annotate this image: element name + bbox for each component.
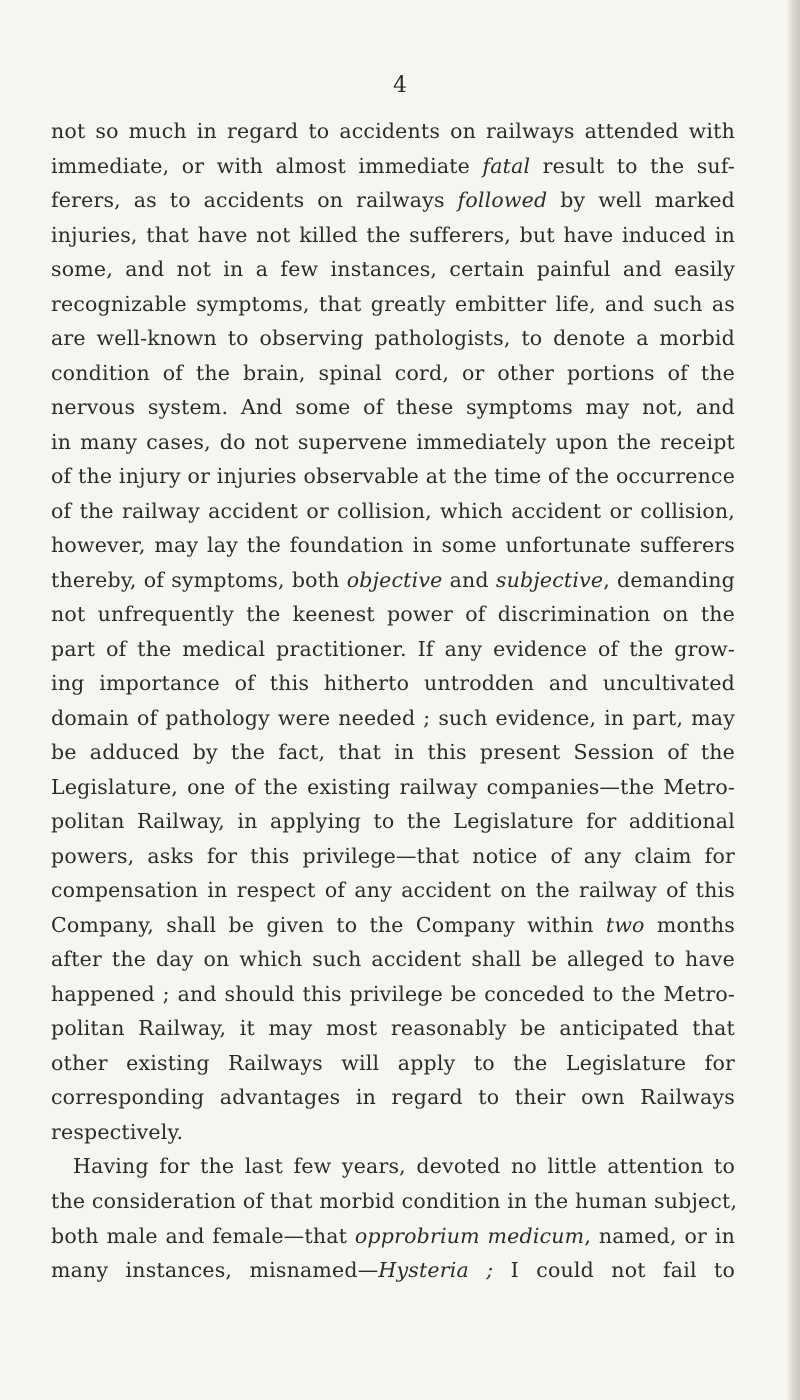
italic-text: Hysteria ;: [378, 1258, 494, 1283]
text-run: injuries, that have not killed the sufferers, but have induced in: [51, 222, 735, 247]
text-run: of the injury or injuries observable at the time of the occurrence: [51, 464, 736, 489]
text-run: Company, shall be given to the Company within: [51, 912, 606, 937]
text-line: [51, 597, 735, 632]
text-run: ing importance of this hitherto untrodden and uncultivated: [51, 671, 735, 696]
text-run: thereby, of symptoms, both: [51, 567, 347, 592]
italic-text: two: [605, 912, 645, 937]
text-line: [51, 459, 735, 494]
italic-text: subjective: [495, 567, 604, 592]
text-line: [51, 908, 735, 943]
text-run: politan Railway, it may most reasonably be anticipated that: [51, 1016, 735, 1041]
text-run: other existing Railways will apply to the Legislature for: [51, 1050, 735, 1075]
text-run: be adduced by the fact, that in this present Session of the: [51, 740, 735, 765]
text-line: [51, 287, 735, 322]
text-line: [51, 149, 735, 184]
text-line: [51, 666, 735, 701]
text-line: [51, 770, 735, 805]
text-run: , named, or in: [584, 1223, 735, 1248]
text-run: recognizable symptoms, that greatly embitter life, and such as: [51, 291, 735, 316]
text-run: part of the medical practitioner. If any evidence of the grow-: [51, 636, 735, 661]
text-line: [51, 218, 735, 253]
text-run: corresponding advantages in regard to their own Railways: [51, 1085, 735, 1110]
text-run: domain of pathology were needed ; such evidence, in part, may: [51, 705, 735, 730]
text-run: and: [442, 567, 496, 592]
text-line: [51, 1115, 735, 1150]
text-run: compensation in respect of any accident on the railway of this: [51, 878, 735, 903]
text-line: [51, 425, 735, 460]
text-run: the consideration of that morbid condition in the human subject,: [51, 1188, 738, 1213]
page-edge-shadow: [786, 0, 800, 1400]
page-number: 4: [393, 73, 407, 98]
text-line: [51, 804, 735, 839]
italic-text: opprobrium medicum: [354, 1223, 585, 1248]
text-run: both male and female—that: [51, 1223, 355, 1248]
text-line: [51, 563, 735, 598]
text-run: I could not fail to: [493, 1258, 735, 1283]
text-line: [51, 114, 735, 149]
text-run: not so much in regard to accidents on railways attended with: [51, 119, 735, 143]
text-line: [51, 701, 735, 736]
text-run: condition of the brain, spinal cord, or other portions of the: [51, 360, 735, 385]
text-line: [51, 1184, 738, 1219]
text-run: many instances, misnamed—: [51, 1258, 379, 1283]
text-run: respectively.: [51, 1119, 184, 1144]
text-line: [51, 1149, 735, 1184]
text-line: [51, 183, 735, 218]
text-line: [51, 1011, 735, 1046]
body-text: [51, 114, 738, 1288]
text-run: happened ; and should this privilege be conceded to the Metro-: [51, 981, 735, 1006]
text-line: [51, 942, 735, 977]
text-line: [51, 1219, 735, 1254]
text-run: nervous system. And some of these symptoms may not, and: [51, 395, 735, 420]
text-run: Having for the last few years, devoted no little attention to: [73, 1154, 735, 1179]
text-run: in many cases, do not supervene immediately upon the receipt: [51, 429, 735, 454]
text-run: of the railway accident or collision, which accident or collision,: [51, 498, 735, 523]
text-run: politan Railway, in applying to the Legislature for additional: [51, 809, 735, 834]
text-line: [51, 977, 735, 1012]
italic-text: fatal: [482, 153, 531, 178]
text-run: by well marked: [547, 188, 735, 213]
text-line: [51, 494, 735, 529]
text-line: [51, 356, 735, 391]
text-run: powers, asks for this privilege—that notice of any claim for: [51, 843, 735, 868]
italic-text: objective: [346, 567, 443, 592]
text-run: after the day on which such accident shall be alleged to have: [51, 947, 735, 972]
text-run: months: [644, 912, 735, 937]
text-line: [51, 252, 735, 287]
text-run: ferers, as to accidents on railways: [51, 188, 458, 213]
text-run: are well-known to observing pathologists, to denote a morbid: [51, 326, 735, 351]
text-run: some, and not in a few instances, certain painful and easily: [51, 257, 735, 282]
text-run: , demanding: [603, 567, 735, 592]
text-line: [51, 1080, 735, 1115]
text-line: [51, 839, 735, 874]
text-run: however, may lay the foundation in some unfortunate sufferers: [51, 533, 735, 558]
text-run: result to the suf-: [530, 153, 735, 178]
italic-text: followed: [457, 188, 548, 213]
text-line: [51, 632, 735, 667]
text-line: [51, 873, 735, 908]
text-run: immediate, or with almost immediate: [51, 153, 483, 178]
text-line: [51, 528, 735, 563]
text-line: [51, 390, 735, 425]
text-line: [51, 1253, 735, 1288]
text-line: [51, 1046, 735, 1081]
text-run: not unfrequently the keenest power of discrimination on the: [51, 602, 735, 627]
text-run: Legislature, one of the existing railway companies—the Metro-: [51, 774, 735, 799]
text-line: [51, 735, 735, 770]
text-line: [51, 321, 735, 356]
